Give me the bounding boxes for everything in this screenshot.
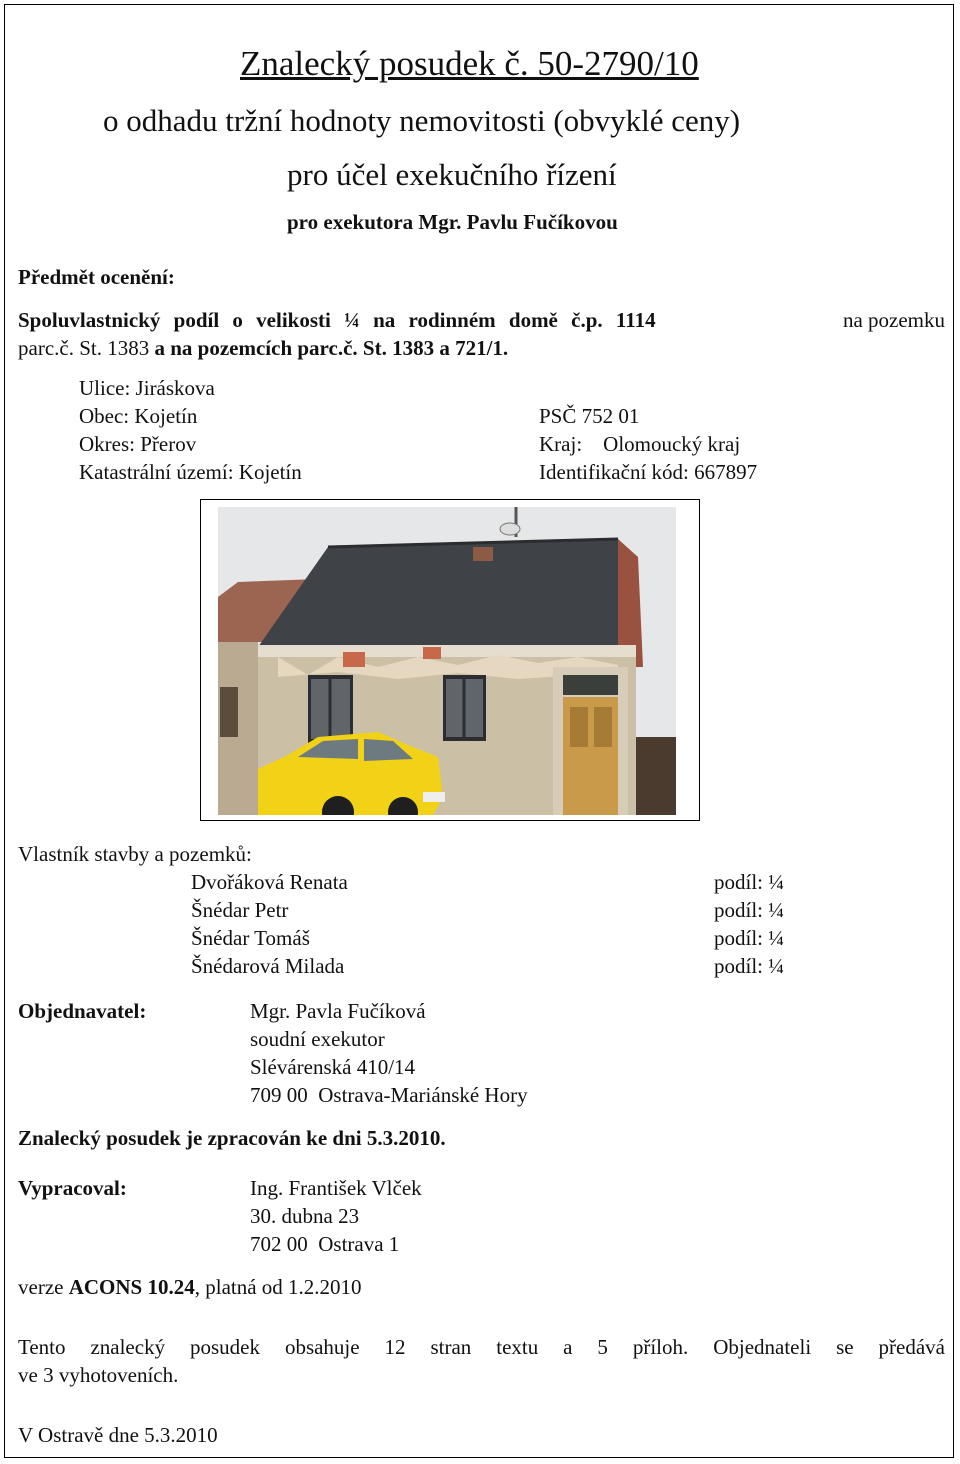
subject-line-2-bold: a na pozemcích parc.č. St. 1383 a 721/1. [154,336,509,360]
document-subtitle: o odhadu tržní hodnoty nemovitosti (obvyklé ceny) [103,103,741,138]
client-line: Mgr. Pavla Fučíková [250,999,426,1023]
street: Ulice: Jiráskova [79,376,215,400]
document-title: Znalecký posudek č. 50-2790/10 [240,44,699,83]
owner-share: podíl: ¼ [714,898,785,922]
identification-code: Identifikační kód: 667897 [539,460,758,484]
owner-share: podíl: ¼ [714,954,785,978]
house-photo [218,507,676,815]
version-name: ACONS 10.24 [68,1275,195,1299]
region: Kraj: Olomoucký kraj [539,432,741,456]
date-statement: Znalecký posudek je zpracován ke dni 5.3.2010. [18,1126,446,1150]
client-line: Slévárenská 410/14 [250,1055,416,1079]
owner-name: Šnédar Petr [191,898,289,922]
version-line [18,1275,362,1300]
subject-line-1-plain: na pozemku [842,308,945,332]
postal-code: PSČ 752 01 [539,404,640,428]
owners-heading: Vlastník stavby a pozemků: [18,842,252,866]
document-purpose: pro účel exekučního řízení [287,157,617,192]
note-line-1: Tento znalecký posudek obsahuje 12 stran textu a 5 příloh. Objednateli se předává [18,1335,945,1359]
author-heading: Vypracoval: [18,1176,127,1200]
place-date: V Ostravě dne 5.3.2010 [18,1423,218,1447]
author-line: 702 00 Ostrava 1 [250,1232,400,1256]
note-line-2: ve 3 vyhotoveních. [18,1363,179,1387]
client-line: 709 00 Ostrava-Mariánské Hory [250,1083,528,1107]
author-line: Ing. František Vlček [250,1176,422,1200]
subject-heading: Předmět ocenění: [18,265,175,289]
city: Obec: Kojetín [79,404,198,428]
owner-name: Šnédar Tomáš [191,926,310,950]
subject-line-1-bold: Spoluvlastnický podíl o velikosti ¼ na rodinném domě č.p. 1114 [18,308,656,332]
version-suffix: , platná od 1.2.2010 [194,1275,362,1299]
client-line: soudní exekutor [250,1027,385,1051]
subject-line-2-plain: parc.č. St. 1383 [18,336,150,360]
client-heading: Objednavatel: [18,999,147,1023]
owner-name: Šnédarová Milada [191,954,345,978]
district: Okres: Přerov [79,432,197,456]
owner-share: podíl: ¼ [714,926,785,950]
author-line: 30. dubna 23 [250,1204,360,1228]
document-recipient: pro exekutora Mgr. Pavlu Fučíkovou [287,210,618,234]
owner-share: podíl: ¼ [714,870,785,894]
subject-line-1 [18,308,945,333]
owner-name: Dvořáková Renata [191,870,348,894]
subject-line-2 [18,336,508,361]
cadastral-area: Katastrální území: Kojetín [79,460,302,484]
version-prefix: verze [18,1275,69,1299]
